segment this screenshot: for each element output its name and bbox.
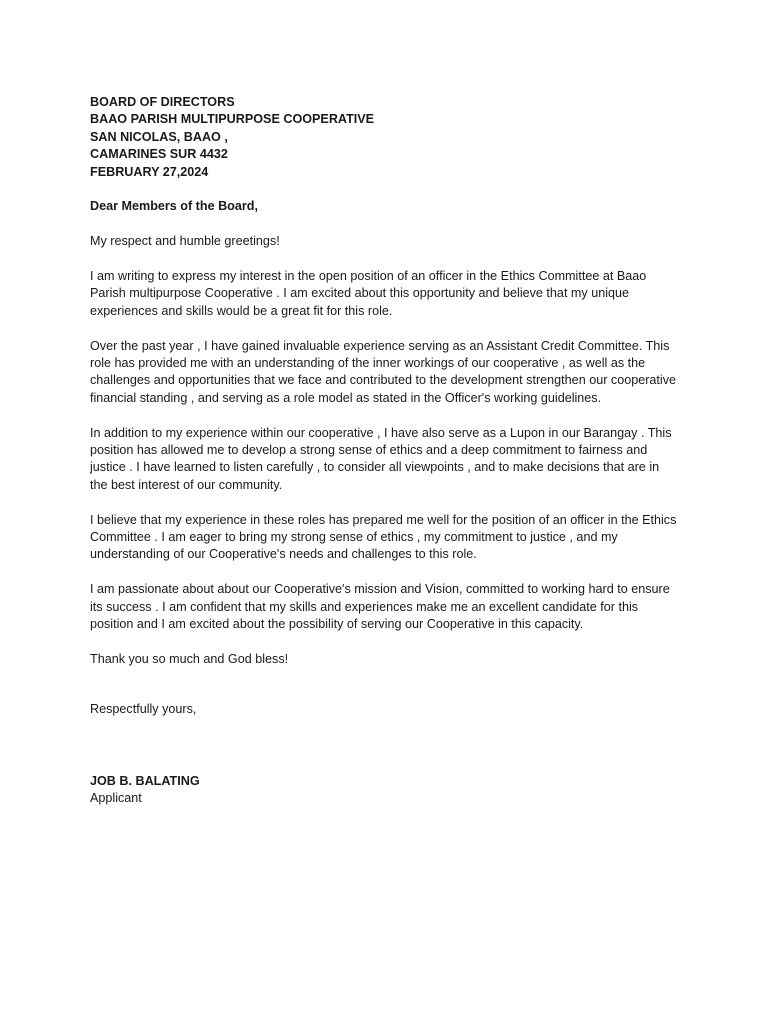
signer-name: JOB B. BALATING [90,773,200,788]
body-paragraph: I am writing to express my interest in the open position of an officer in the Ethics Committee at Baao Parish multipurpose Cooperative . I am excited about this opportunity and believe that my unique experiences and skills would be a great fit for this role. [90,269,647,318]
thanks-paragraph: Thank you so much and God bless! [90,651,289,666]
letter-date: FEBRUARY 27,2024 [90,164,209,179]
letter-body [90,94,680,808]
body-paragraph: I believe that my experience in these roles has prepared me well for the position of an officer in the Ethics Committee . I am eager to bring my strong sense of ethics , my commitment to justice , and my understanding of our Cooperative's needs and challenges to this role. [90,512,677,562]
body-paragraph: In addition to my experience within our cooperative , I have also serve as a Lupon in our Barangay . This position has allowed me to develop a strong sense of ethics and a deep commitment to fairness and justice . I have learned to listen carefully , to consider all viewpoints , and to make decisions that are in the best interest of our community. [90,425,672,492]
signature-block [90,773,680,808]
recipient-address-line: SAN NICOLAS, BAAO , [90,129,228,144]
closing: Respectfully yours, [90,702,197,717]
body-paragraph: I am passionate about about our Cooperative's mission and Vision, committed to working hard to ensure its success . I am confident that my skills and experiences make me an excellent candidate for this position and I am excited about the possibility of serving our Cooperative in this capacity. [90,582,670,632]
recipient-line: BOARD OF DIRECTORS [90,95,235,109]
recipient-address-block [90,94,680,181]
salutation: Dear Members of the Board, [90,199,258,214]
body-paragraph: Over the past year , I have gained invaluable experience serving as an Assistant Credit Committee. This role has provided me with an understanding of the inner workings of our cooperative , as well as the challenges and opportunities that we face and contributed to the development strengthen our cooperative financial standing , and serving as a role model as stated in the Officer's working guidelines. [90,338,677,405]
greeting-paragraph: My respect and humble greetings! [90,234,280,249]
recipient-organization: BAAO PARISH MULTIPURPOSE COOPERATIVE [90,112,375,127]
recipient-province-line: CAMARINES SUR 4432 [90,147,228,162]
signer-title: Applicant [90,791,142,806]
